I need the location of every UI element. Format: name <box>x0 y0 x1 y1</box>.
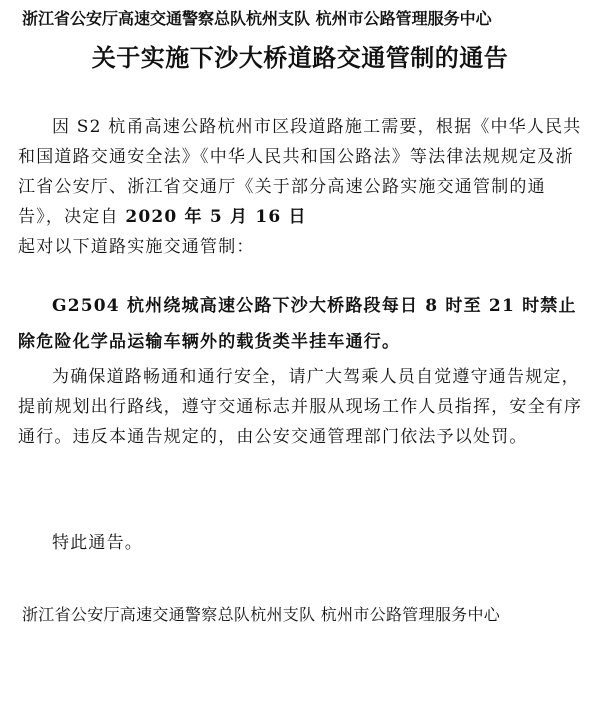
paragraph-advisory <box>18 362 583 452</box>
notice-title: 关于实施下沙大桥道路交通管制的通告 <box>91 44 509 72</box>
paragraph-legal-basis <box>18 112 583 262</box>
paragraph-closing <box>18 528 583 558</box>
paragraph-text: 为确保道路畅通和通行安全，请广大驾乘人员自觉遵守通告规定，提前规划出行路线，遵守交通标志并服从现场工作人员指挥，安全有序通行。违反本通告规定的，由公安交通管理部门依法予以处罚。 <box>18 367 583 447</box>
issuing-authorities-header: 浙江省公安厅高速交通警察总队杭州支队 杭州市公路管理服务中心 <box>22 9 492 28</box>
closing-text: 特此通告。 <box>52 533 143 553</box>
restriction-text: G2504 杭州绕城高速公路下沙大桥路段每日 8 时至 21 时禁止除危险化学品运输车辆外的载货类半挂车通行。 <box>18 296 577 352</box>
effective-date: 2020 年 5 月 16 日 <box>125 207 307 227</box>
paragraph-restriction <box>18 288 583 360</box>
issuing-authorities-signature: 浙江省公安厅高速交通警察总队杭州支队 杭州市公路管理服务中心 <box>22 605 501 624</box>
paragraph-text: 起对以下道路实施交通管制： <box>18 237 255 257</box>
paragraph-text: 因 S2 杭甬高速公路杭州市区段道路施工需要，根据《中华人民共和国道路交通安全法》《中华人民共和国公路法》等法律法规规定及浙江省公安厅、浙江省交通厅《关于部分高速公路实施交通管制的通告》，决定自 <box>18 117 582 227</box>
